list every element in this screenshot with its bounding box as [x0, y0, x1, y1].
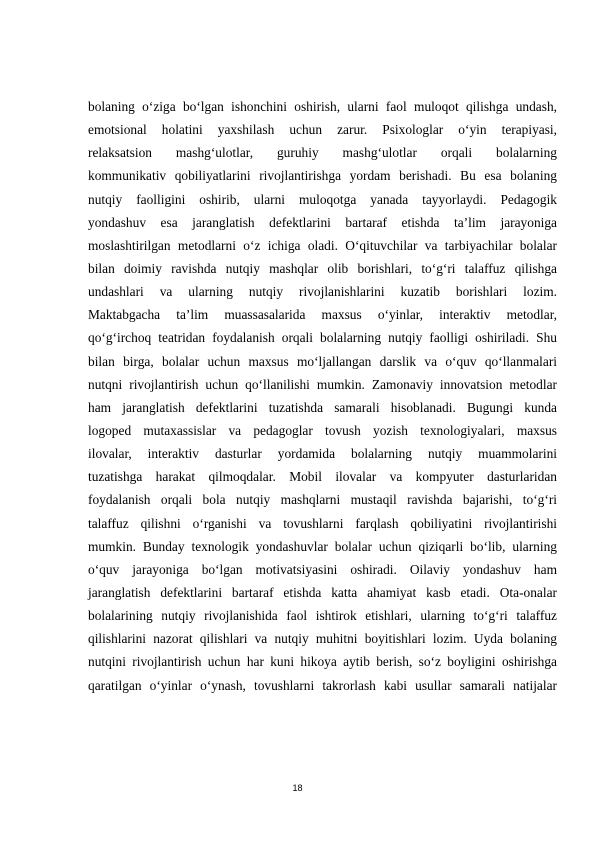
text-line: qilishlarini nazorat qilishlari va nutqiy muhitni boyitishlari lozim. Uyda bolaning — [88, 631, 557, 647]
text-line: talaffuz qilishni o‘rganishi va tovushlarni farqlash qobiliyatini rivojlantirishi — [88, 515, 557, 531]
text-line: qo‘g‘irchoq teatridan foydalanish orqali bolalarning nutqiy faolligi oshiriladi. Shu — [88, 330, 557, 346]
text-line: kommunikativ qobiliyatlarini rivojlantirishga yordam berishadi. Bu esa bolaning — [88, 168, 557, 184]
text-line: bolalarining nutqiy rivojlanishida faol ishtirok etishlari, ularning to‘g‘ri talaffuz — [88, 608, 557, 624]
text-line: o‘quv jarayoniga bo‘lgan motivatsiyasini oshiradi. Oilaviy yondashuv ham — [88, 561, 557, 577]
text-line: ham jaranglatish defektlarini tuzatishda samarali hisoblanadi. Bugungi kunda — [88, 399, 557, 415]
page-number: 18 — [292, 783, 303, 793]
text-line: jaranglatish defektlarini bartaraf etishda katta ahamiyat kasb etadi. Ota-onalar — [88, 584, 557, 600]
text-line: nutqni rivojlantirish uchun qo‘llanilishi mumkin. Zamonaviy innovatsion metodlar — [88, 376, 557, 392]
text-line: nutqiy faolligini oshirib, ularni muloqotga yanada tayyorlaydi. Pedagogik — [88, 191, 557, 207]
text-line: undashlari va ularning nutqiy rivojlanishlarini kuzatib borishlari lozim. — [88, 284, 557, 300]
text-line: tuzatishga harakat qilmoqdalar. Mobil ilovalar va kompyuter dasturlaridan — [88, 469, 557, 485]
text-line: nutqini rivojlantirish uchun har kuni hikoya aytib berish, so‘z boyligini oshirishga — [88, 654, 557, 670]
text-line: bilan doimiy ravishda nutqiy mashqlar olib borishlari, to‘g‘ri talaffuz qilishga — [88, 260, 557, 276]
body-text — [88, 95, 557, 697]
text-line: bolaning o‘ziga bo‘lgan ishonchini oshirish, ularni faol muloqot qilishga undash, — [88, 99, 557, 114]
text-line: foydalanish orqali bola nutqiy mashqlarni mustaqil ravishda bajarishi, to‘g‘ri — [88, 492, 557, 508]
text-line: moslashtirilgan metodlarni o‘z ichiga oladi. O‘qituvchilar va tarbiyachilar bolalar — [88, 237, 557, 253]
text-line: ilovalar, interaktiv dasturlar yordamida bolalarning nutqiy muammolarini — [88, 446, 557, 462]
text-line: qaratilgan o‘yinlar o‘ynash, tovushlarni takrorlash kabi usullar samarali natijalar — [88, 677, 557, 693]
text-line: mumkin. Bunday texnologik yondashuvlar bolalar uchun qiziqarli bo‘lib, ularning — [88, 538, 557, 554]
text-line: Maktabgacha ta’lim muassasalarida maxsus o‘yinlar, interaktiv metodlar, — [88, 307, 557, 323]
text-line: emotsional holatini yaxshilash uchun zarur. Psixologlar o‘yin terapiyasi, — [88, 122, 557, 138]
text-line: logoped mutaxassislar va pedagoglar tovush yozish texnologiyalari, maxsus — [88, 422, 557, 438]
text-line: relaksatsion mashg‘ulotlar, guruhiy mashg‘ulotlar orqali bolalarning — [88, 145, 557, 161]
text-line: yondashuv esa jaranglatish defektlarini bartaraf etishda ta’lim jarayoniga — [88, 214, 557, 230]
text-line: bilan birga, bolalar uchun maxsus mo‘ljallangan darslik va o‘quv qo‘llanmalari — [88, 353, 557, 369]
